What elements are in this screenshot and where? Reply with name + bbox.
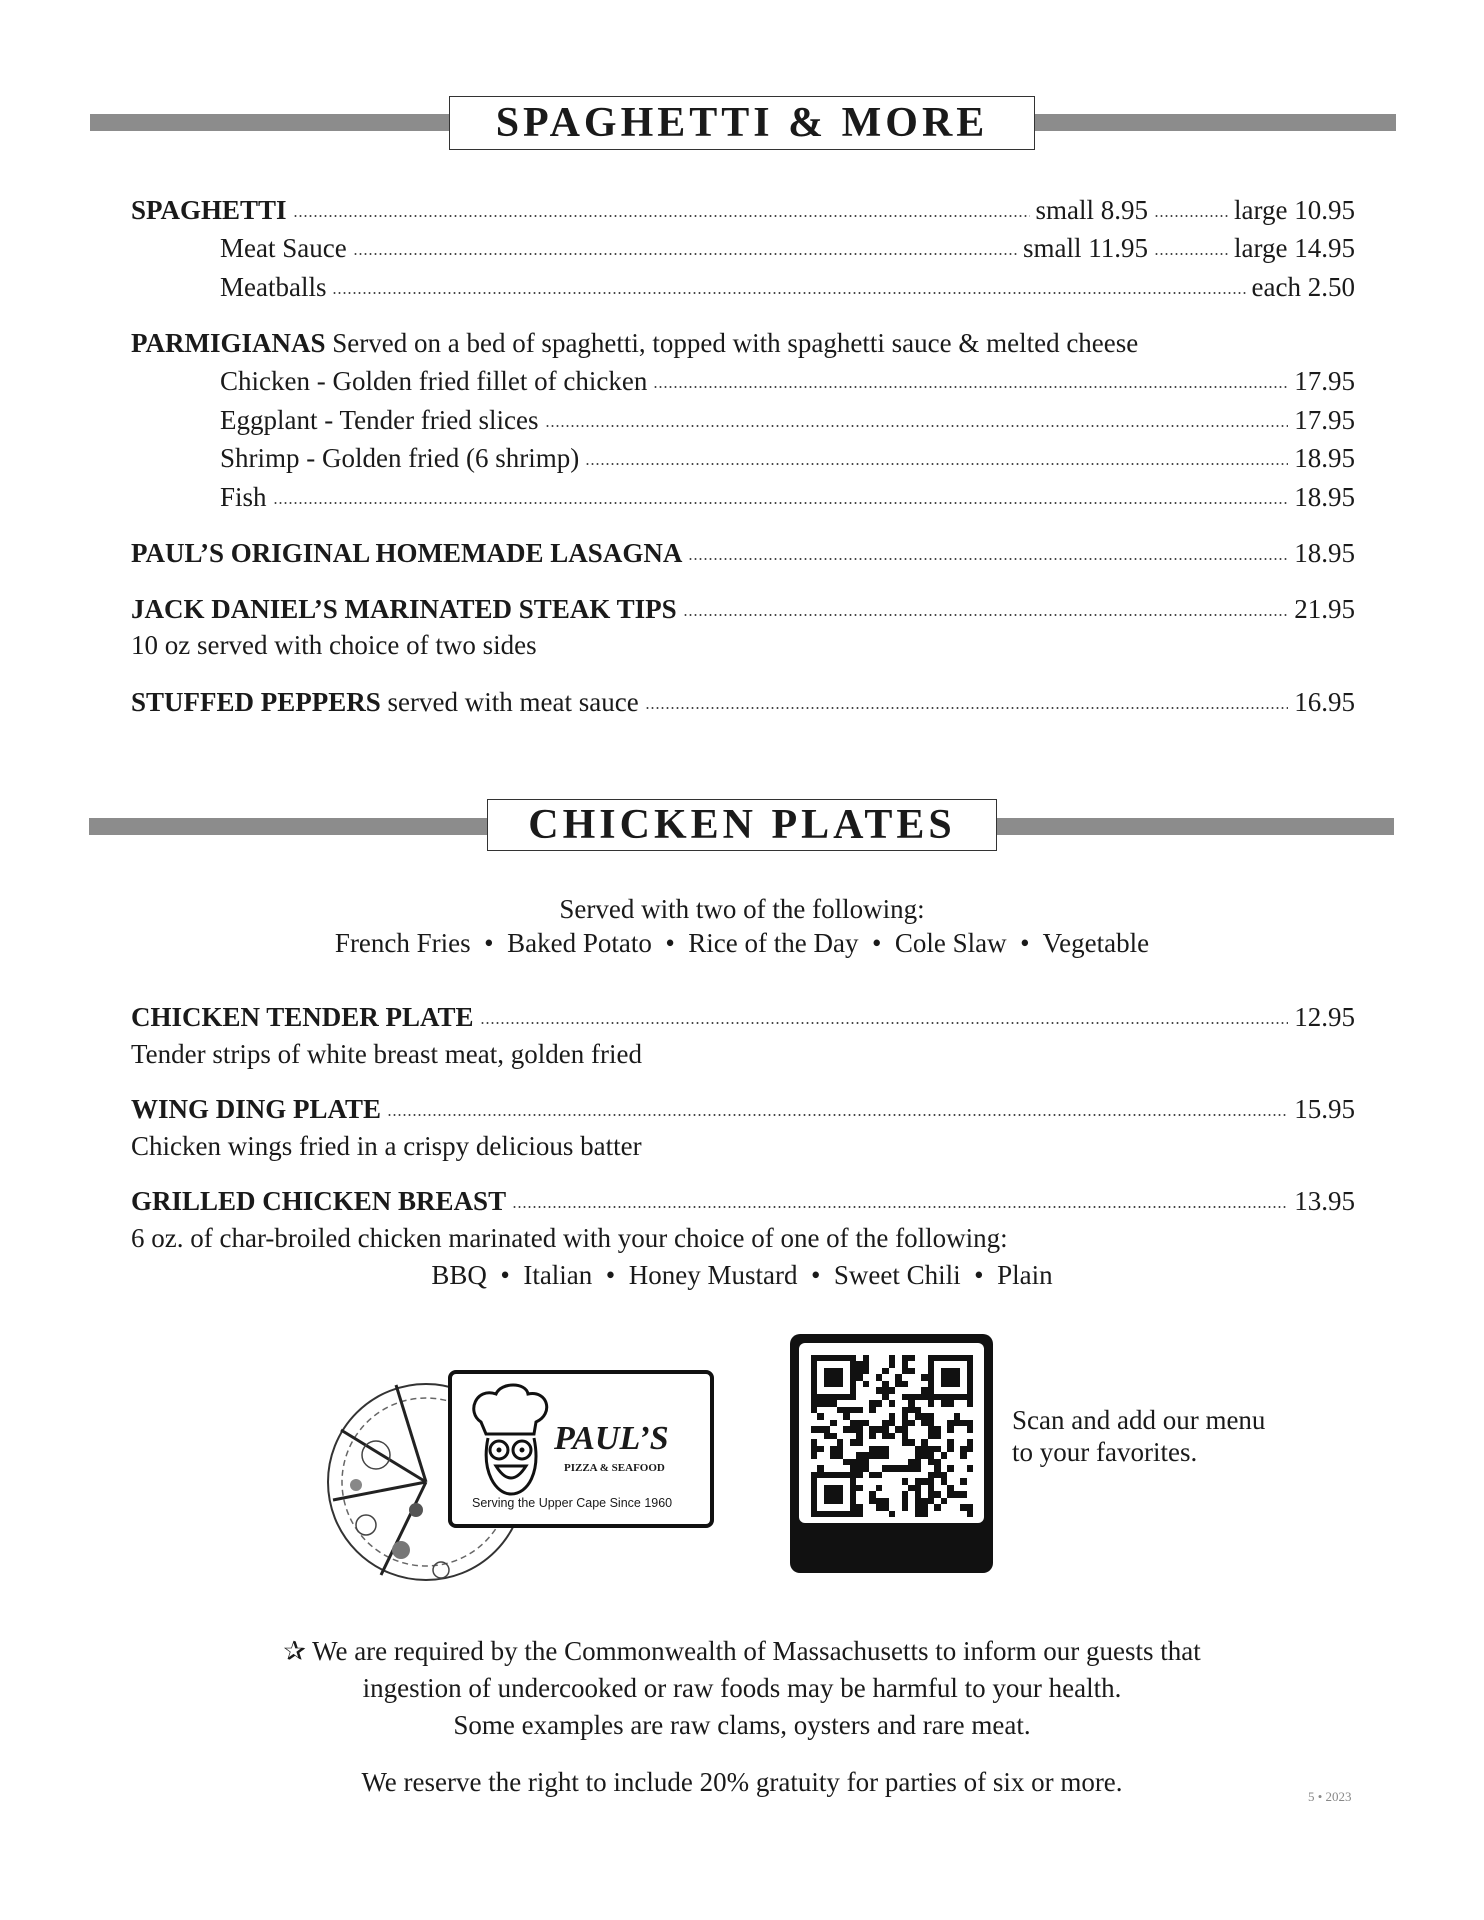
item-name: JACK DANIEL’S MARINATED STEAK TIPS <box>131 594 677 624</box>
dot-leader <box>480 1021 1289 1025</box>
pauls-logo <box>321 1360 721 1605</box>
menu-item-steak-tips <box>131 592 1355 626</box>
logo-subtitle: PIZZA & SEAFOOD <box>564 1462 665 1474</box>
dot-leader <box>1154 252 1228 256</box>
item-description: 6 oz. of char-broiled chicken marinated with your choice of one of the following: <box>131 1223 1008 1253</box>
price-large: large 14.95 <box>1234 233 1355 263</box>
menu-item-spaghetti <box>131 193 1355 227</box>
qr-caption <box>1012 1404 1265 1468</box>
menu-item-lasagna <box>131 536 1355 570</box>
dot-leader <box>645 706 1289 710</box>
chef-mascot-icon <box>466 1382 556 1502</box>
item-description: 10 oz served with choice of two sides <box>131 630 537 660</box>
qr-module <box>967 1511 973 1517</box>
item-name: PARMIGIANAS <box>131 328 326 358</box>
item-name: STUFFED PEPPERS <box>131 687 381 717</box>
qr-caption-line: Scan and add our menu <box>1012 1405 1266 1435</box>
qr-code-panel <box>799 1343 984 1523</box>
item-description: Tender strips of white breast meat, golden fried <box>131 1039 642 1069</box>
dot-leader <box>332 291 1245 295</box>
menu-item-parm-chicken <box>220 364 1355 398</box>
dot-leader <box>353 252 1017 256</box>
item-description: Chicken wings fried in a crispy delicious batter <box>131 1131 642 1161</box>
qr-code-icon <box>811 1355 973 1517</box>
item-name: Eggplant <box>220 405 318 435</box>
menu-item-parm-fish <box>220 480 1355 514</box>
price: 17.95 <box>1294 405 1355 435</box>
menu-item-parm-eggplant <box>220 403 1355 437</box>
marinade-list: BBQ • Italian • Honey Mustard • Sweet Chili • Plain <box>431 1260 1053 1290</box>
price: 18.95 <box>1294 443 1355 473</box>
menu-item-meatballs <box>220 270 1355 304</box>
menu-item-parmigianas <box>131 326 1355 360</box>
price: 18.95 <box>1294 482 1355 512</box>
item-name: Shrimp <box>220 443 300 473</box>
item-name: PAUL’S ORIGINAL HOMEMADE LASAGNA <box>131 538 683 568</box>
price: 12.95 <box>1294 1002 1355 1032</box>
price: 18.95 <box>1294 538 1355 568</box>
menu-item-wing-ding-plate <box>131 1092 1355 1126</box>
item-name: Fish <box>220 482 267 512</box>
gratuity-notice: We reserve the right to include 20% gratuity for parties of six or more. <box>361 1767 1123 1797</box>
item-name: SPAGHETTI <box>131 195 287 225</box>
price: 21.95 <box>1294 594 1355 624</box>
health-warning-line: ingestion of undercooked or raw foods may be harmful to your health. <box>362 1673 1122 1703</box>
sides-intro: Served with two of the following: <box>559 894 925 924</box>
dot-leader <box>688 557 1288 561</box>
qr-caption-line: to your favorites. <box>1012 1437 1198 1467</box>
dot-leader <box>273 501 1289 505</box>
dot-leader <box>1154 214 1228 218</box>
dot-leader <box>683 613 1289 617</box>
item-name: Meat Sauce <box>220 233 347 263</box>
price: 15.95 <box>1294 1094 1355 1124</box>
price: 17.95 <box>1294 366 1355 396</box>
item-name: Meatballs <box>220 272 327 302</box>
menu-item-meat-sauce <box>220 231 1355 265</box>
dot-leader <box>387 1113 1288 1117</box>
dot-leader <box>293 214 1030 218</box>
item-description: - Tender fried slices <box>317 405 539 435</box>
logo-tagline: Serving the Upper Cape Since 1960 <box>472 1496 673 1510</box>
item-name: CHICKEN TENDER PLATE <box>131 1002 474 1032</box>
item-name: GRILLED CHICKEN BREAST <box>131 1186 507 1216</box>
price-small: small 8.95 <box>1035 195 1149 225</box>
item-description: - Golden fried fillet of chicken <box>309 366 648 396</box>
logo-card <box>448 1370 714 1528</box>
menu-item-grilled-chicken-breast <box>131 1184 1355 1218</box>
menu-item-parm-shrimp <box>220 441 1355 475</box>
price: 16.95 <box>1294 687 1355 717</box>
dot-leader <box>653 385 1288 389</box>
item-description-text: Served on a bed of spaghetti, topped with spaghetti sauce & melted cheese <box>332 328 1139 358</box>
logo-name: PAUL’S <box>554 1420 669 1457</box>
section-title-spaghetti: SPAGHETTI & MORE <box>449 96 1035 150</box>
menu-item-stuffed-peppers <box>131 685 1355 719</box>
item-name: WING DING PLATE <box>131 1094 382 1124</box>
dot-leader <box>545 424 1289 428</box>
page-stamp: 5 • 2023 <box>1308 1789 1352 1804</box>
price: 13.95 <box>1294 1186 1355 1216</box>
menu-item-chicken-tender-plate <box>131 1000 1355 1034</box>
section-title-chicken-plates: CHICKEN PLATES <box>487 799 997 851</box>
item-description <box>326 326 1139 360</box>
price-small: small 11.95 <box>1023 233 1149 263</box>
price-large: large 10.95 <box>1234 195 1355 225</box>
health-warning-line: ✰ We are required by the Commonwealth of Massachusetts to inform our guests that <box>283 1636 1201 1666</box>
item-description: served with meat sauce <box>380 687 639 717</box>
item-description: - Golden fried (6 shrimp) <box>299 443 580 473</box>
dot-leader <box>512 1205 1288 1209</box>
qr-code-card[interactable] <box>790 1334 993 1573</box>
item-name: Chicken <box>220 366 310 396</box>
sides-list: French Fries • Baked Potato • Rice of the Day • Cole Slaw • Vegetable <box>334 928 1150 958</box>
price: each 2.50 <box>1251 272 1355 302</box>
dot-leader <box>585 462 1288 466</box>
health-warning-line: Some examples are raw clams, oysters and rare meat. <box>453 1710 1031 1740</box>
